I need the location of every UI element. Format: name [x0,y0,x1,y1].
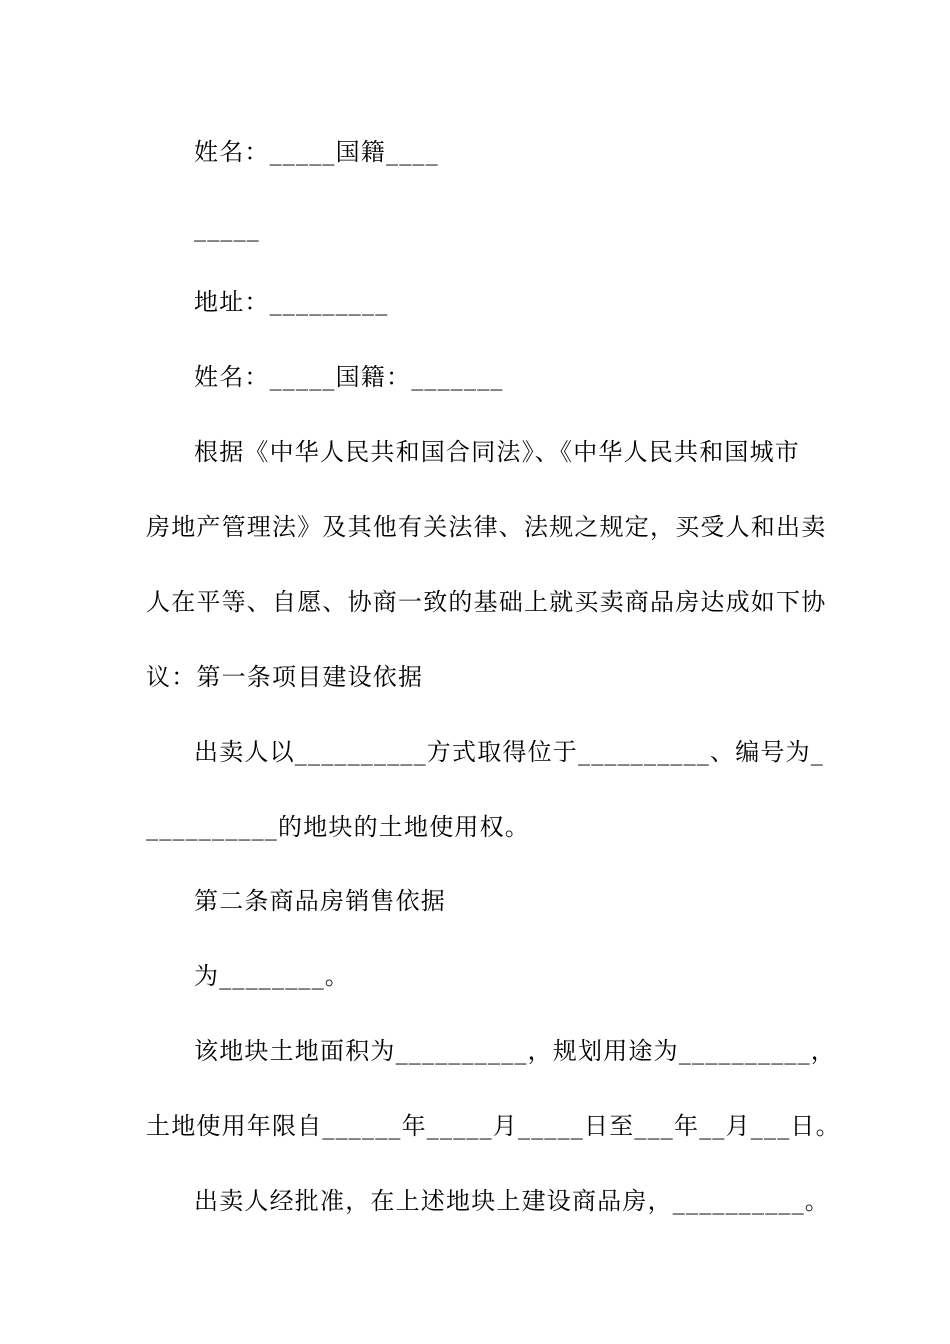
land-area-line: 该地块土地面积为__________，规划用途为__________， [194,1037,836,1065]
preamble-line-3: 人在平等、自愿、协商一致的基础上就买卖商品房达成如下协 [146,588,827,616]
land-acquisition-line-2: __________的地块的土地使用权。 [146,813,530,841]
address-line: 地址：_________ [194,288,389,316]
land-acquisition-line-1: 出卖人以__________方式取得位于__________、编号为_ [194,738,824,766]
blank-line: _____ [194,214,260,242]
preamble-line-2: 房地产管理法》及其他有关法律、法规之规定，买受人和出卖 [146,513,827,541]
seller-name-nationality-line: 姓名：_____国籍：_______ [194,363,504,391]
preamble-line-1: 根据《中华人民共和国合同法》、《中华人民共和国城市 [194,438,800,466]
construction-approval-line: 出卖人经批准，在上述地块上建设商品房，__________。 [194,1187,830,1215]
sales-basis-line: 为________。 [194,962,350,990]
buyer-name-nationality-line: 姓名：_____国籍____ [194,138,439,166]
article-1-heading: 议：第一条项目建设依据 [146,663,424,691]
article-2-heading: 第二条商品房销售依据 [194,887,446,915]
land-term-line: 土地使用年限自______年_____月_____日至___年__月___日。 [146,1112,841,1140]
